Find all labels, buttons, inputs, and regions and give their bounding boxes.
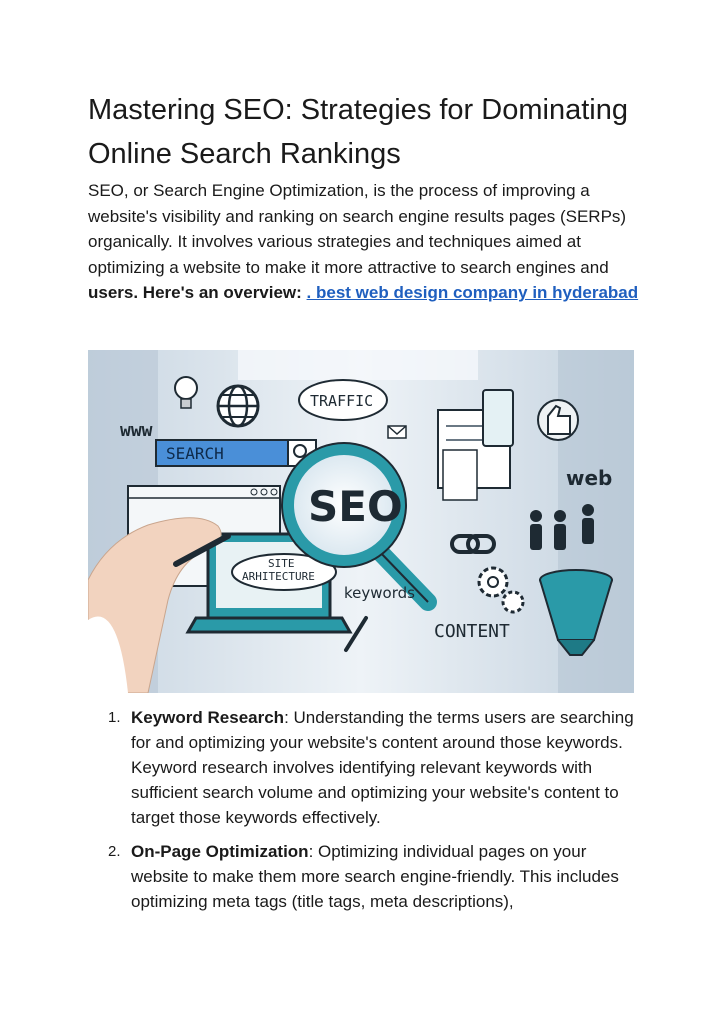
intro-bold-text: users. Here's an overview: [88, 283, 307, 302]
keywords-label: keywords [344, 584, 415, 602]
seo-illustration [88, 350, 634, 693]
site-label-line2: ARHITECTURE [242, 570, 315, 583]
list-number: 1. [108, 709, 121, 726]
content-label: CONTENT [434, 621, 510, 642]
list-number: 2. [108, 843, 121, 860]
list-term: On-Page Optimization [131, 842, 309, 861]
site-label-line1: SITE [268, 557, 295, 570]
list-term: Keyword Research [131, 708, 285, 727]
web-label: web [566, 466, 613, 490]
globe-icon [218, 386, 258, 426]
list-text: : Optimizing individual pages on your website to make them more search engine-friendly. This includes optimizing meta tags (title tags, meta descriptions), [131, 842, 619, 911]
smartphone-icon [483, 390, 513, 446]
page-title: Mastering SEO: Strategies for Dominating Online Search Rankings [88, 94, 628, 170]
intro-paragraph [88, 178, 648, 306]
list-item [88, 839, 648, 914]
seo-steps-list [88, 705, 648, 923]
list-text: : Understanding the terms users are searching for and optimizing your website's content around those keywords. Keyword research involves identifying relevant keywords with sufficient search volume and optimizing your website's content to target those keywords effectively. [131, 708, 634, 827]
search-bar [156, 440, 316, 466]
www-label: www [120, 420, 153, 441]
search-label: SEARCH [166, 444, 224, 463]
traffic-bubble [299, 380, 387, 420]
envelope-icon [388, 426, 406, 438]
traffic-label: TRAFFIC [310, 392, 374, 410]
thumbs-up-icon [538, 400, 578, 440]
seo-label: SEO [308, 482, 403, 531]
intro-text: SEO, or Search Engine Optimization, is the process of improving a website's visibility and ranking on search engine results pages (SERPs) organically. It involves various strategies and techniques aimed at optimizing a website to make it more attractive to search engines and [88, 181, 627, 277]
hyderabad-link[interactable]: . best web design company in hyderabad [306, 283, 639, 302]
list-item [88, 705, 648, 830]
